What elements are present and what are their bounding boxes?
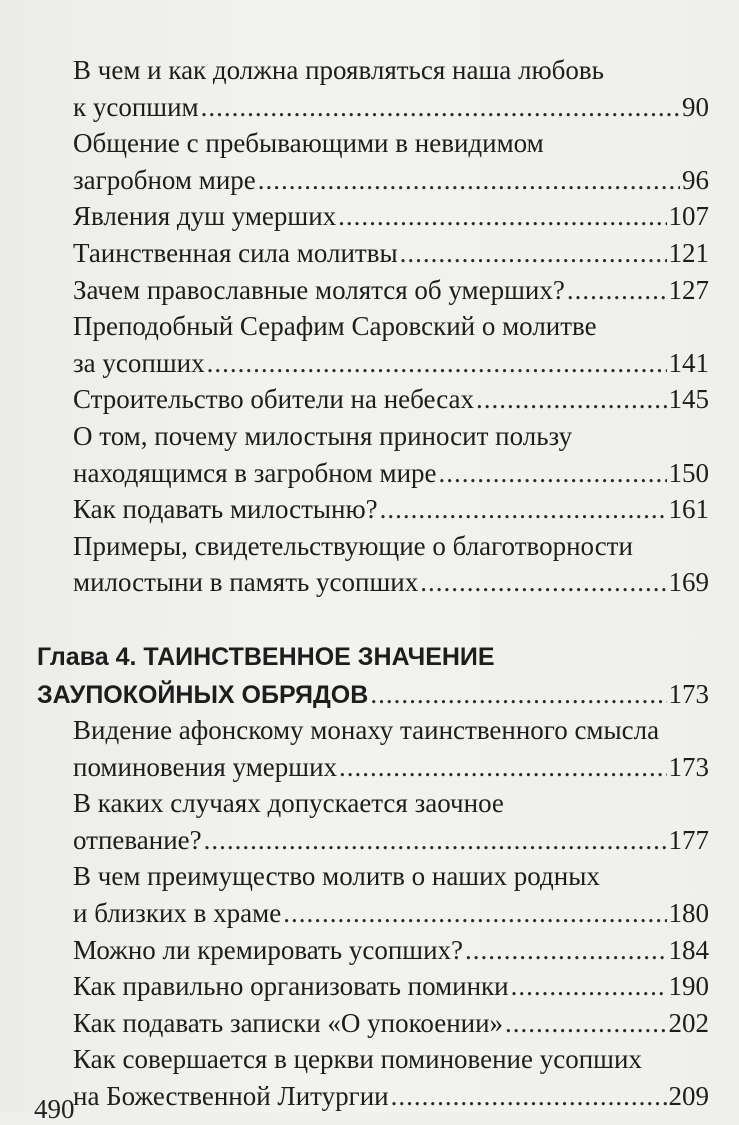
toc-page-number: 173 [668,751,709,782]
dot-leader [339,749,666,786]
dot-leader [370,676,666,713]
toc-entry-title: Как подавать записки «О упокоении» [73,1007,504,1038]
toc-entry [0,308,739,381]
toc-entry [0,418,739,491]
toc-entry-title: находящимся в загробном мире [73,457,437,488]
toc-entry-title: Как совершается в церкви поминовение усопших [73,1044,642,1075]
toc-entry-title: и близких в храме [73,898,282,929]
dot-leader [439,455,667,492]
toc-entry [0,785,739,858]
toc-entry-title: В чем преимущество молитв о наших родных [73,861,600,892]
toc-page-number: 141 [668,347,709,378]
toc-entry [0,272,739,309]
toc-entry-title: Общение с пребывающими в невидимом [73,128,544,159]
toc-entry-title: на Божественной Литургии [73,1081,389,1112]
toc-entry-title: Видение афонскому монаху таинственного смысла [73,715,660,746]
toc-entry-title: за усопших [73,347,205,378]
dot-leader [505,1005,666,1042]
toc-entry-title: Как подавать милостыню? [73,494,378,525]
toc-entry [0,712,739,785]
toc-entry-title: отпевание? [73,824,202,855]
dot-leader [207,345,667,382]
chapter-title: ЗАУПОКОЙНЫХ ОБРЯДОВ [37,680,369,709]
toc-page-number: 121 [668,237,709,268]
toc-entry [0,1041,739,1114]
toc-entry-title: В чем и как должна проявляться наша любовь [73,55,604,85]
dot-leader [338,198,666,235]
toc-page-number: 127 [668,274,709,305]
toc-page-number: 190 [668,971,709,1002]
toc-page-number: 90 [682,91,709,122]
toc-page-number: 96 [682,164,709,195]
toc-entry [0,528,739,601]
toc-entry-title: Явления душ умерших [73,201,337,232]
toc-entry-title: О том, почему милостыня приносит пользу [73,420,573,451]
toc-entry-title: Можно ли кремировать усопших? [73,934,464,965]
toc-page-number: 150 [668,457,709,488]
toc-entry-title: В каких случаях допускается заочное [73,788,504,819]
dot-leader [391,1078,667,1115]
toc-entry [0,125,739,198]
dot-leader [567,272,667,309]
toc-page-number: 180 [668,898,709,929]
dot-leader [258,162,680,199]
toc-entry-title: Зачем православные молятся об умерших? [73,274,565,305]
toc-entry-title: Таинственная сила молитвы [73,237,398,268]
toc-entry [0,381,739,418]
table-of-contents [0,52,739,1115]
toc-entry [0,52,739,125]
dot-leader [511,968,667,1005]
toc-page-number: 173 [668,678,709,709]
toc-page-number: 177 [668,824,709,855]
dot-leader [465,932,666,969]
page-number: 490 [34,1094,75,1124]
chapter-title: Глава 4. ТАИНСТВЕННОЕ ЗНАЧЕНИЕ [37,642,495,671]
toc-page-number: 184 [668,934,709,965]
dot-leader [204,822,667,859]
toc-page-number: 169 [668,567,709,598]
toc-entry-title: Преподобный Серафим Саровский о молитве [73,311,597,342]
dot-leader [380,491,667,528]
section-gap [0,601,739,639]
dot-leader [476,381,667,418]
toc-entry [0,198,739,235]
chapter-heading [0,639,739,712]
dot-leader [201,89,680,126]
toc-entry-title: к усопшим [73,91,199,122]
dot-leader [283,895,666,932]
toc-entry [0,491,739,528]
toc-entry [0,235,739,272]
toc-entry-title: поминовения умерших [73,751,338,782]
toc-entry-title: милостыни в память усопших [73,567,419,598]
toc-page-number: 202 [668,1007,709,1038]
toc-page-number: 107 [668,201,709,232]
toc-page-number: 209 [668,1081,709,1112]
toc-entry [0,932,739,969]
toc-entry-title: Строительство обители на небесах [73,384,474,415]
toc-entry [0,968,739,1005]
toc-entry-title: загробном мире [73,164,256,195]
dot-leader [420,564,666,601]
toc-entry [0,858,739,931]
toc-page-number: 145 [668,384,709,415]
dot-leader [400,235,667,272]
toc-page-number: 161 [668,494,709,525]
toc-entry-title: Примеры, свидетельствующие о благотворности [73,530,633,561]
toc-entry-title: Как правильно организовать поминки [73,971,509,1002]
toc-entry [0,1005,739,1042]
